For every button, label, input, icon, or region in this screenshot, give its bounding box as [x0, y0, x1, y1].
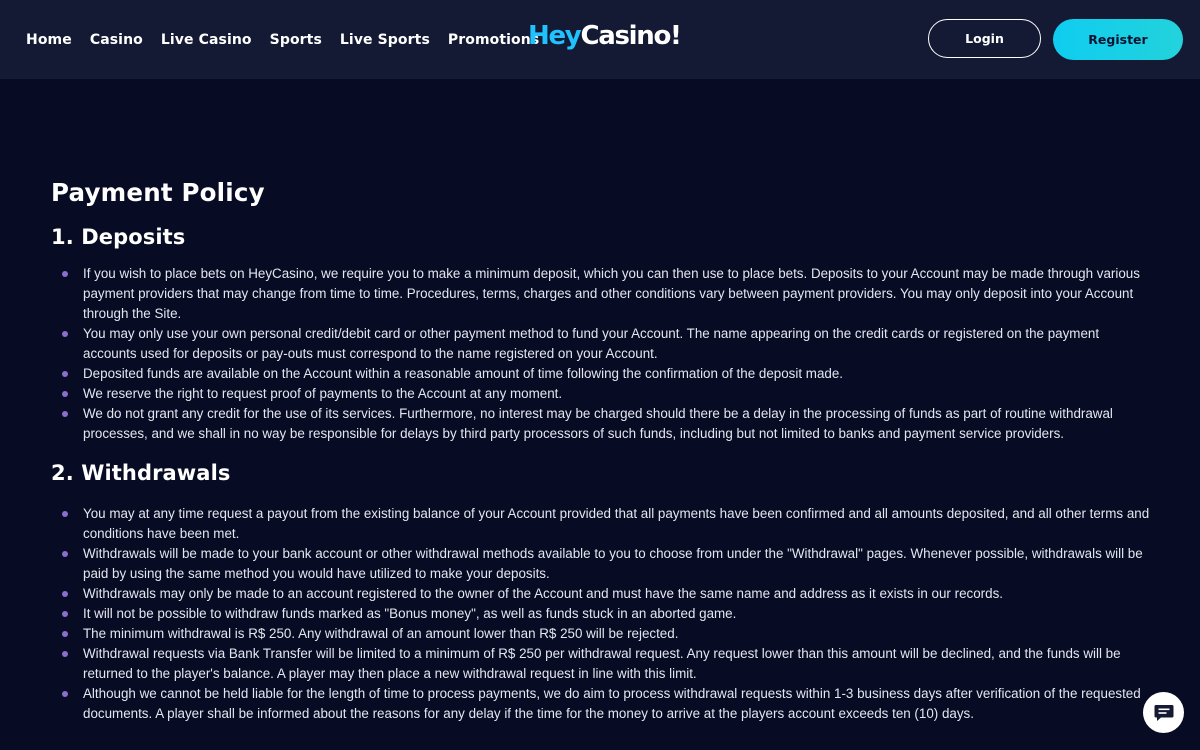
list-item [51, 404, 1151, 444]
list-item-text: Withdrawals will be made to your bank account or other withdrawal methods available to you to choose from under the "Withdrawal" pages. Whenever possible, withdrawals will be paid by using the same method you would have utilized to make your deposits. [83, 546, 1143, 581]
list-item-text: Deposited funds are available on the Account within a reasonable amount of time following the confirmation of the deposit made. [83, 366, 844, 381]
main-nav [26, 0, 557, 79]
nav-live-casino[interactable]: Live Casino [160, 31, 252, 48]
list-item [51, 384, 1151, 404]
list-item-text: The minimum withdrawal is R$ 250. Any withdrawal of an amount lower than R$ 250 will be rejected. [83, 626, 679, 641]
withdrawals-list [51, 504, 1151, 724]
list-item-text: You may only use your own personal credit/debit card or other payment method to fund your Account. The name appearing on the credit cards or registered on the payment accounts used for deposits or pay-outs must correspond to the name registered on your Account. [83, 326, 1100, 361]
bullet-icon [62, 411, 68, 417]
nav-sports[interactable]: Sports [269, 31, 322, 48]
list-item [51, 504, 1151, 544]
bullet-icon [62, 551, 68, 557]
bullet-icon [62, 631, 68, 637]
bullet-icon [62, 691, 68, 697]
logo-casino: Casino! [580, 21, 681, 51]
register-button[interactable]: Register [1053, 19, 1183, 60]
list-item-text: It will not be possible to withdraw funds marked as "Bonus money", as well as funds stuck in an aborted game. [83, 606, 737, 621]
login-button[interactable]: Login [928, 19, 1041, 58]
list-item [51, 644, 1151, 684]
bullet-icon [62, 371, 68, 377]
bullet-icon [62, 391, 68, 397]
nav-promotions[interactable]: Promotions [447, 31, 540, 48]
chat-button[interactable] [1143, 692, 1184, 733]
list-item [51, 544, 1151, 584]
list-item-text: Although we cannot be held liable for the length of time to process payments, we do aim to process withdrawal requests within 1-3 business days after verification of the requested documents. A player shall be informed about the reasons for any delay if the time for the money to arrive at the players account exceeds ten (10) days. [83, 686, 1141, 721]
nav-casino[interactable]: Casino [89, 31, 143, 48]
list-item [51, 324, 1151, 364]
page-title: Payment Policy [51, 178, 265, 207]
bullet-icon [62, 591, 68, 597]
list-item-text: Withdrawals may only be made to an account registered to the owner of the Account and must have the same name and address as it exists in our records. [83, 586, 1003, 601]
list-item [51, 624, 1151, 644]
list-item [51, 264, 1151, 324]
bullet-icon [62, 511, 68, 517]
policy-content [51, 174, 1151, 724]
list-item-text: We do not grant any credit for the use of its services. Furthermore, no interest may be charged should there be a delay in the processing of funds as part of routine withdrawal processes, and we shall in no way be responsible for delays by third party processors of such funds, including but not limited to banks and payment service providers. [83, 406, 1113, 441]
nav-home[interactable]: Home [26, 31, 72, 48]
list-item-text: If you wish to place bets on HeyCasino, we require you to make a minimum deposit, which you can then use to place bets. Deposits to your Account may be made through various payment providers that may change from time to time. Procedures, terms, charges and other conditions vary between payment providers. You may only deposit into your Account through the Site. [83, 266, 1140, 321]
heycasino-logo[interactable] [528, 19, 681, 53]
list-item-text: You may at any time request a payout from the existing balance of your Account provided that all payments have been confirmed and all amounts deposited, and all other terms and conditions have been met. [83, 506, 1150, 541]
bullet-icon [62, 651, 68, 657]
nav-live-sports[interactable]: Live Sports [339, 31, 430, 48]
site-header [0, 0, 1200, 79]
deposits-list [51, 264, 1151, 444]
bullet-icon [62, 611, 68, 617]
list-item [51, 584, 1151, 604]
bullet-icon [62, 331, 68, 337]
list-item-text: We reserve the right to request proof of payments to the Account at any moment. [83, 386, 563, 401]
section-heading-withdrawals: 2. Withdrawals [51, 461, 231, 485]
section-heading-deposits: 1. Deposits [51, 225, 186, 249]
list-item [51, 364, 1151, 384]
list-item [51, 684, 1151, 724]
list-item [51, 604, 1151, 624]
logo-hey: Hey [528, 21, 581, 51]
bullet-icon [62, 271, 68, 277]
chat-bubble-icon [1153, 702, 1175, 724]
list-item-text: Withdrawal requests via Bank Transfer will be limited to a minimum of R$ 250 per withdrawal request. Any request lower than this amount will be declined, and the funds will be returned to the player's balance. A player may then place a new withdrawal request in line with this limit. [83, 646, 1121, 681]
